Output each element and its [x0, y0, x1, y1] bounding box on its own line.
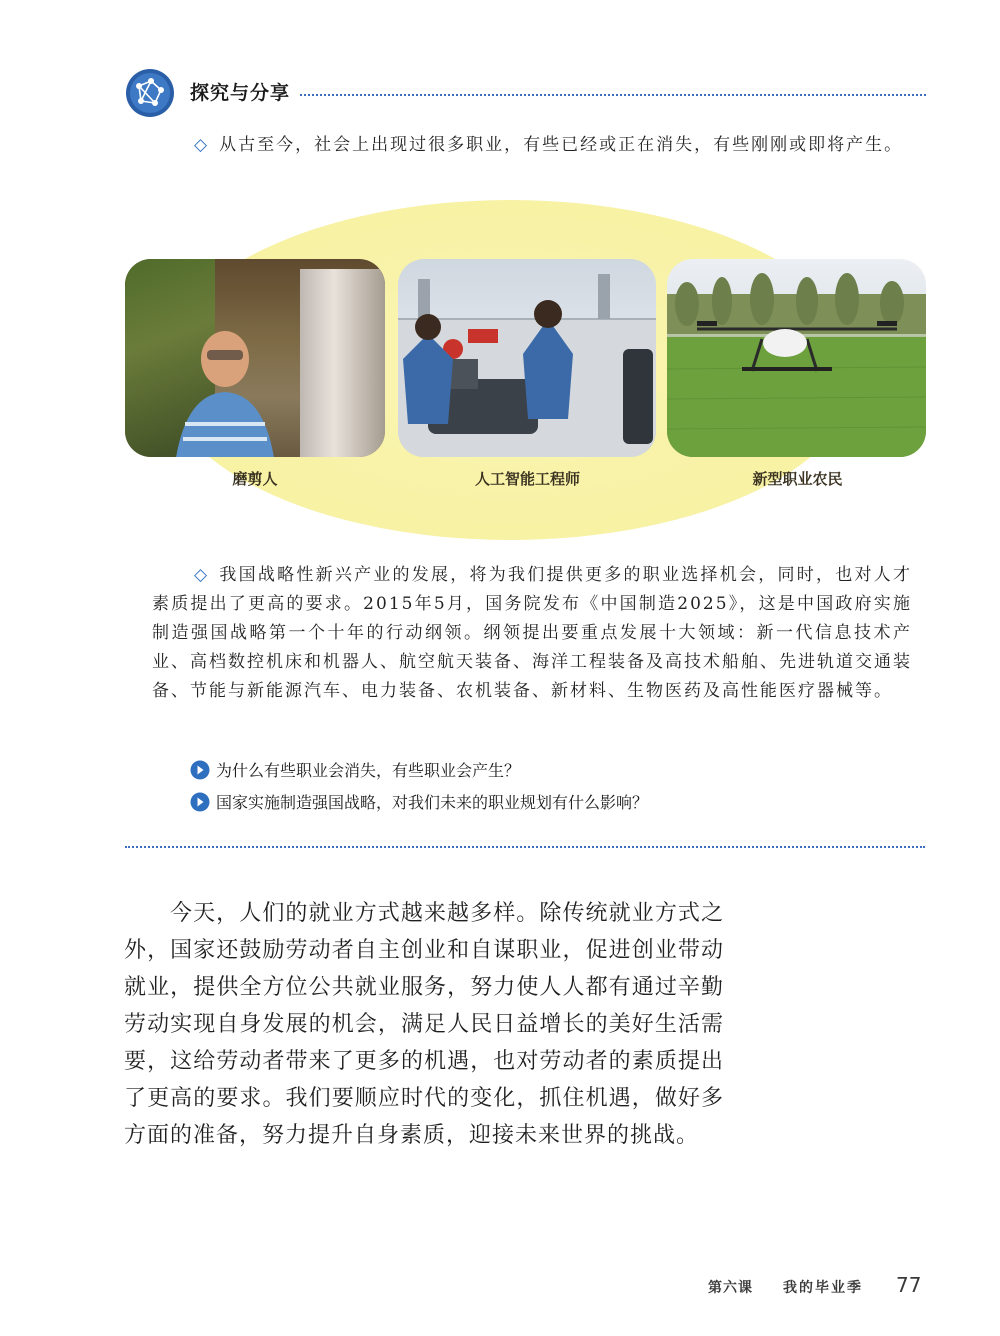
molecule-icon — [125, 68, 175, 118]
page-number: 77 — [896, 1273, 922, 1297]
diamond-bullet-icon: ◇ — [194, 565, 210, 585]
intro-text: 从古至今，社会上出现过很多职业，有些已经或正在消失，有些刚刚或即将产生。 — [219, 135, 904, 155]
photo-caption: 人工智能工程师 — [474, 470, 580, 488]
photo-caption: 磨剪人 — [232, 470, 278, 488]
question-item — [190, 758, 520, 781]
play-arrow-icon — [190, 760, 210, 780]
body-paragraph: 今天，人们的就业方式越来越多样。除传统就业方式之外，国家还鼓励劳动者自主创业和自谋职业，促进创业带动就业，提供全方位公共就业服务，努力使人人都有通过辛勤劳动实现自身发展的机会，满足人民日益增长的美好生活需要，这给劳动者带来了更多的机遇，也对劳动者的素质提出了更高的要求。我们要顺应时代的变化，抓住机遇，做好多方面的准备，努力提升自身素质，迎接未来世界的挑战。 — [124, 901, 724, 1148]
ai-engineer-photo — [398, 259, 656, 457]
question-item — [190, 790, 648, 813]
play-arrow-icon — [190, 792, 210, 812]
diamond-bullet-icon: ◇ — [194, 135, 210, 155]
tool-rack — [300, 269, 385, 457]
question-text: 国家实施制造强国战略，对我们未来的职业规划有什么影响？ — [216, 793, 649, 812]
photo-caption: 新型职业农民 — [752, 470, 843, 488]
new-farmer-drone-photo — [667, 259, 926, 457]
industry-text: 我国战略性新兴产业的发展，将为我们提供更多的职业选择机会，同时，也对人才素质提出了更高的要求。2015年5月，国务院发布《中国制造2025》，这是中国政府实施制造强国战略第一个十年的行动纲领。纲领提出要重点发展十大领域：新一代信息技术产业、高档数控机床和机器人、航空航天装备、海洋工程装备及高技术船舶、先进轨道交通装备、节能与新能源汽车、电力装备、农机装备、新材料、生物医药及高性能医疗器械等。 — [152, 565, 913, 701]
section-title: 探究与分享 — [190, 82, 291, 104]
footer-lesson: 第六课 — [708, 1280, 753, 1296]
intro-paragraph — [152, 131, 912, 160]
industry-paragraph — [152, 561, 912, 706]
question-text: 为什么有些职业会消失，有些职业会产生？ — [216, 761, 521, 780]
grinder-person — [165, 314, 285, 457]
section-divider — [125, 846, 925, 848]
header-divider — [300, 94, 926, 96]
knife-grinder-photo — [125, 259, 385, 457]
footer-chapter: 我的毕业季 — [783, 1280, 863, 1296]
